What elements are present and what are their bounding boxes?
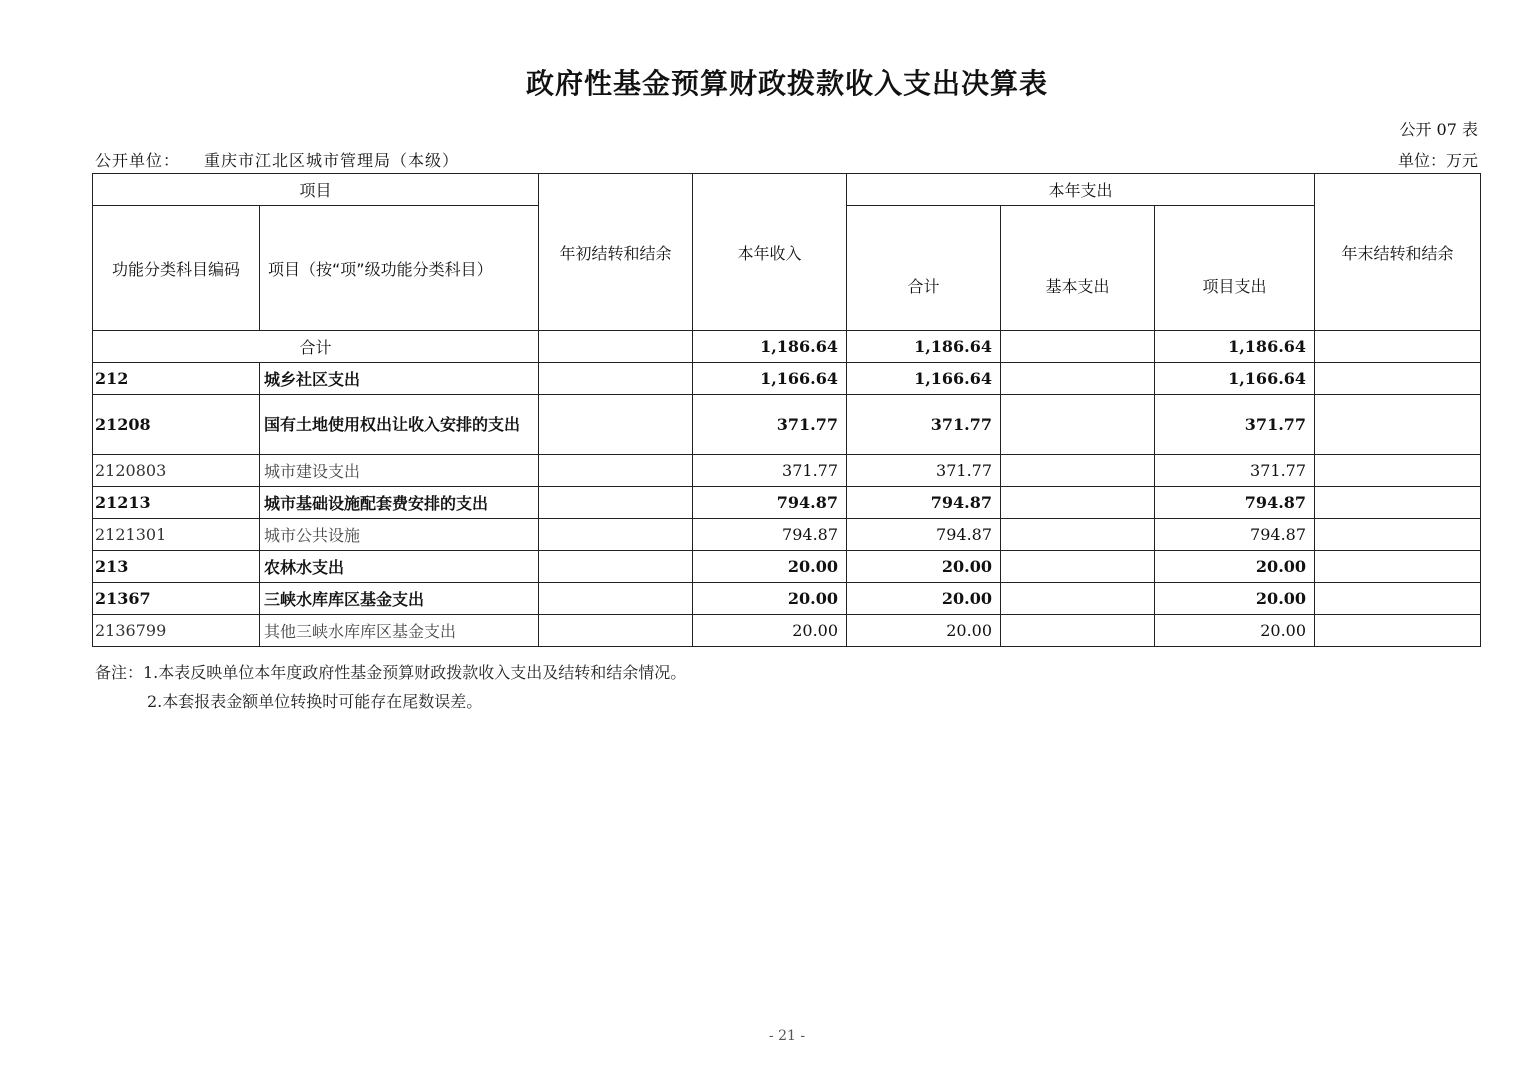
row-closing xyxy=(1315,551,1481,583)
row-expense-basic xyxy=(1001,455,1155,487)
row-code: 212 xyxy=(93,363,260,395)
header-name: 项目（按“项”级功能分类科目） xyxy=(260,206,539,331)
row-closing xyxy=(1315,363,1481,395)
row-expense-basic xyxy=(1001,519,1155,551)
table-row xyxy=(93,363,1481,395)
header-expense-project: 项目支出 xyxy=(1155,206,1315,331)
row-closing xyxy=(1315,487,1481,519)
row-opening xyxy=(539,583,693,615)
row-code: 21367 xyxy=(93,583,260,615)
table-row xyxy=(93,615,1481,647)
org-label: 公开单位： xyxy=(95,151,181,170)
budget-table xyxy=(92,173,1481,647)
table-row xyxy=(93,519,1481,551)
row-name: 城市公共设施 xyxy=(260,519,539,551)
row-expense-project: 794.87 xyxy=(1155,519,1315,551)
row-expense-basic xyxy=(1001,583,1155,615)
row-expense-project: 371.77 xyxy=(1155,455,1315,487)
row-opening xyxy=(539,519,693,551)
table-row xyxy=(93,487,1481,519)
row-expense-project: 1,166.64 xyxy=(1155,363,1315,395)
row-income: 371.77 xyxy=(693,395,847,455)
row-expense-total: 20.00 xyxy=(847,551,1001,583)
total-expense-project: 1,186.64 xyxy=(1155,331,1315,363)
header-expense-basic: 基本支出 xyxy=(1001,206,1155,331)
header-income: 本年收入 xyxy=(693,174,847,331)
org-name: 重庆市江北区城市管理局（本级） xyxy=(204,151,460,170)
row-opening xyxy=(539,455,693,487)
row-income: 20.00 xyxy=(693,615,847,647)
table-row xyxy=(93,395,1481,455)
row-code: 21208 xyxy=(93,395,260,455)
row-income: 20.00 xyxy=(693,551,847,583)
row-opening xyxy=(539,363,693,395)
row-income: 371.77 xyxy=(693,455,847,487)
row-name: 城市基础设施配套费安排的支出 xyxy=(260,487,539,519)
row-name: 城乡社区支出 xyxy=(260,363,539,395)
row-code: 213 xyxy=(93,551,260,583)
row-expense-total: 1,166.64 xyxy=(847,363,1001,395)
header-project: 项目 xyxy=(93,174,539,206)
row-code: 2120803 xyxy=(93,455,260,487)
row-code: 2136799 xyxy=(93,615,260,647)
row-expense-total: 371.77 xyxy=(847,395,1001,455)
row-closing xyxy=(1315,583,1481,615)
row-closing xyxy=(1315,615,1481,647)
table-row xyxy=(93,455,1481,487)
row-income: 1,166.64 xyxy=(693,363,847,395)
row-opening xyxy=(539,487,693,519)
total-label: 合计 xyxy=(93,331,539,363)
row-name: 三峡水库库区基金支出 xyxy=(260,583,539,615)
total-row xyxy=(93,331,1481,363)
notes xyxy=(95,658,686,716)
row-income: 20.00 xyxy=(693,583,847,615)
row-name: 国有土地使用权出让收入安排的支出 xyxy=(260,395,539,455)
header-closing-balance: 年末结转和结余 xyxy=(1315,174,1481,331)
row-code: 2121301 xyxy=(93,519,260,551)
row-code: 21213 xyxy=(93,487,260,519)
row-expense-basic xyxy=(1001,615,1155,647)
row-expense-basic xyxy=(1001,551,1155,583)
page-number: - 21 - xyxy=(768,1028,806,1044)
row-income: 794.87 xyxy=(693,519,847,551)
row-expense-total: 794.87 xyxy=(847,519,1001,551)
row-expense-basic xyxy=(1001,487,1155,519)
row-expense-project: 20.00 xyxy=(1155,615,1315,647)
total-expense-total: 1,186.64 xyxy=(847,331,1001,363)
row-opening xyxy=(539,551,693,583)
org-info xyxy=(95,148,459,171)
table-number: 公开 07 表 xyxy=(1399,120,1478,139)
row-expense-total: 371.77 xyxy=(847,455,1001,487)
total-income: 1,186.64 xyxy=(693,331,847,363)
row-name: 农林水支出 xyxy=(260,551,539,583)
row-opening xyxy=(539,395,693,455)
note-line-2: 2.本套报表金额单位转换时可能存在尾数误差。 xyxy=(147,692,483,711)
header-code: 功能分类科目编码 xyxy=(93,206,260,331)
row-expense-project: 20.00 xyxy=(1155,583,1315,615)
page-title: 政府性基金预算财政拨款收入支出决算表 xyxy=(525,67,1048,100)
row-name: 其他三峡水库库区基金支出 xyxy=(260,615,539,647)
row-expense-basic xyxy=(1001,395,1155,455)
row-expense-basic xyxy=(1001,363,1155,395)
table-row xyxy=(93,583,1481,615)
header-expense-total: 合计 xyxy=(847,206,1001,331)
row-opening xyxy=(539,615,693,647)
total-closing xyxy=(1315,331,1481,363)
row-closing xyxy=(1315,395,1481,455)
row-closing xyxy=(1315,519,1481,551)
row-expense-project: 20.00 xyxy=(1155,551,1315,583)
header-expense: 本年支出 xyxy=(847,174,1315,206)
row-expense-total: 20.00 xyxy=(847,583,1001,615)
row-closing xyxy=(1315,455,1481,487)
unit-label: 单位：万元 xyxy=(1397,151,1478,170)
row-expense-project: 371.77 xyxy=(1155,395,1315,455)
row-expense-project: 794.87 xyxy=(1155,487,1315,519)
total-opening xyxy=(539,331,693,363)
row-income: 794.87 xyxy=(693,487,847,519)
table-row xyxy=(93,551,1481,583)
row-expense-total: 794.87 xyxy=(847,487,1001,519)
row-expense-total: 20.00 xyxy=(847,615,1001,647)
header-opening-balance: 年初结转和结余 xyxy=(539,174,693,331)
total-expense-basic xyxy=(1001,331,1155,363)
note-line-1: 备注：1.本表反映单位本年度政府性基金预算财政拨款收入支出及结转和结余情况。 xyxy=(95,663,687,682)
row-name: 城市建设支出 xyxy=(260,455,539,487)
